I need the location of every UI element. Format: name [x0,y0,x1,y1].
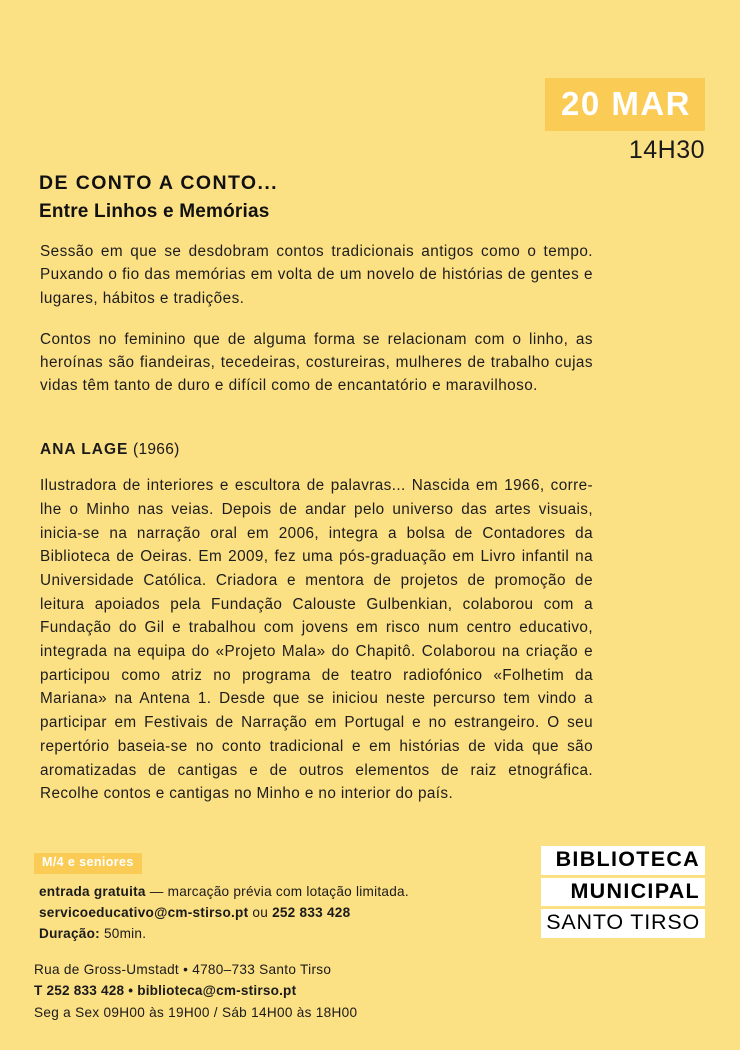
description-paragraph: Contos no feminino que de alguma forma se relacionam com o linho, as heroínas são fiandeiras, tecedeiras, costureiras, mulheres de trabalho cujas vidas têm tanto de duro e difícil como de encantatório e maravilhoso. [40,330,593,395]
author-name-line [40,440,593,460]
page-subtitle: Entre Linhos e Memórias [39,201,270,223]
logo-line-santo-tirso: SANTO TIRSO [541,909,705,938]
event-time: 14H30 [628,136,705,164]
event-date-badge: 20 MAR [545,78,705,131]
logo-line-municipal: MUNICIPAL [541,878,705,907]
footer-address: Rua de Gross-Umstadt • 4780–733 Santo Tirso [34,962,332,977]
footer-contact[interactable]: T 252 833 428 • biblioteca@cm-stirso.pt [34,983,297,999]
contact-conjunction: ou [248,904,273,920]
booking-email[interactable]: servicoeducativo@cm-stirso.pt [39,904,249,920]
age-rating-badge: M/4 e seniores [34,853,142,874]
booking-phone[interactable]: 252 833 428 [272,904,351,920]
page-title: DE CONTO A CONTO... [39,172,278,194]
event-date-block [545,78,705,163]
duration-value: 50min. [99,925,147,941]
booking-info [34,853,504,944]
duration-line [34,923,504,944]
admission-label: entrada gratuita [39,883,146,899]
event-description [40,240,593,398]
admission-separator: — [145,883,168,899]
library-logo [541,846,705,938]
duration-label: Duração: [39,925,100,941]
author-biography: Ilustradora de interiores e escultora de palavras... Nascida em 1966, corre-lhe o Minho nas veias. Depois de andar pelo universo das artes visuais, inicia-se na narração oral em 2006, integra a bolsa de Contadores da Biblioteca de Oeiras. Em 2009, fez uma pós-graduação em Livro infantil na Universidade Católica. Criadora e mentora de projetos de promoção de leitura apoiados pela Fundação Calouste Gulbenkian, colaborou com a Fundação do Gil e trabalhou com jovens em risco num centro educativo, integrada na equipa do «Projeto Mala» do Chapitô. Colaborou na criação e participou como atriz no programa de teatro radiofónico «Folhetim da Mariana» na Antena 1. Desde que se iniciou neste percurso tem vindo a participar em Festivais de Narração em Portugal e no estrangeiro. O seu repertório baseia-se no conto tradicional e em histórias de vida que são aromatizadas de cantigas e de outros elementos de raiz etnográfica. Recolhe contos e cantigas no Minho e no interior do país. [40,477,593,803]
footer-contact-block [34,959,554,1023]
description-paragraph: Sessão em que se desdobram contos tradicionais antigos como o tempo. Puxando o fio das memórias em volta de um novelo de histórias de gentes e lugares, hábitos e tradições. [40,243,593,307]
author-name: ANA LAGE [40,441,129,458]
admission-line [34,881,504,902]
admission-note: marcação prévia com lotação limitada. [167,883,409,899]
event-title-block [39,172,700,224]
author-year-value: (1966) [132,441,180,458]
author-block [40,440,593,806]
footer-hours: Seg a Sex 09H00 às 19H00 / Sáb 14H00 às 18H00 [34,1004,358,1020]
contact-line [34,902,504,923]
logo-line-biblioteca: BIBLIOTECA [541,846,705,875]
